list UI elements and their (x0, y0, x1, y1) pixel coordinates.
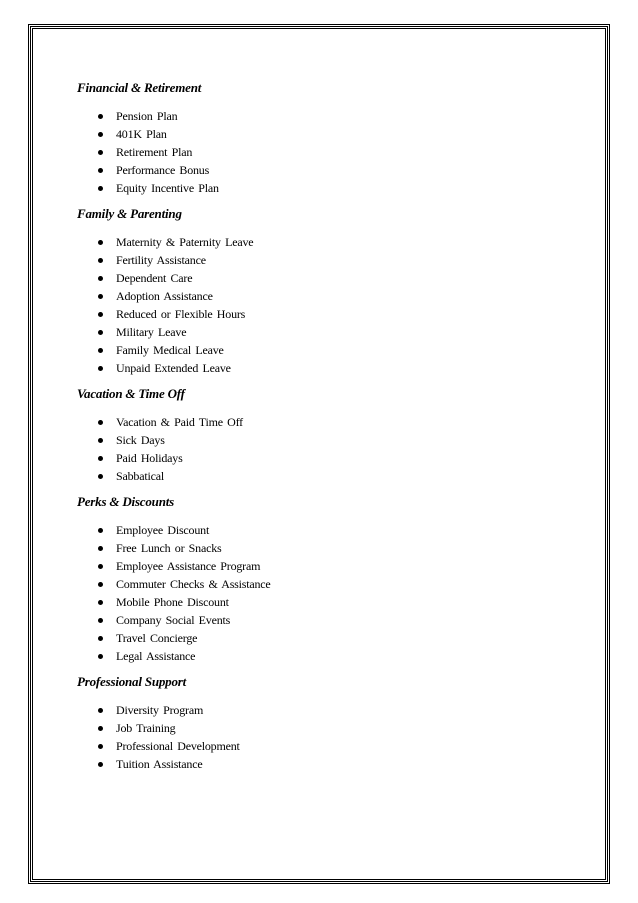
section-financial-retirement (77, 80, 577, 197)
section-heading: Family & Parenting (77, 206, 182, 221)
list-item (77, 233, 577, 251)
bullet-icon (98, 366, 103, 371)
list-item-label: Mobile Phone Discount (116, 595, 229, 609)
list-item (77, 359, 577, 377)
section-heading: Professional Support (77, 674, 187, 689)
section-family-parenting (77, 206, 577, 377)
bullet-icon (98, 276, 103, 281)
list-item (77, 341, 577, 359)
list-item (77, 323, 577, 341)
benefit-list (77, 521, 577, 665)
list-item-label: Retirement Plan (116, 145, 193, 159)
list-item (77, 269, 577, 287)
list-item (77, 125, 577, 143)
list-item-label: Maternity & Paternity Leave (116, 235, 254, 249)
list-item-label: Tuition Assistance (116, 757, 203, 771)
list-item-label: Fertility Assistance (116, 253, 206, 267)
list-item (77, 629, 577, 647)
list-item-label: Employee Assistance Program (116, 559, 261, 573)
section-perks-discounts (77, 494, 577, 665)
bullet-icon (98, 240, 103, 245)
bullet-icon (98, 762, 103, 767)
list-item-label: Family Medical Leave (116, 343, 224, 357)
bullet-icon (98, 654, 103, 659)
list-item (77, 143, 577, 161)
list-item-label: Paid Holidays (116, 451, 183, 465)
bullet-icon (98, 636, 103, 641)
list-item (77, 755, 577, 773)
bullet-icon (98, 150, 103, 155)
bullet-icon (98, 420, 103, 425)
benefit-list (77, 413, 577, 485)
list-item (77, 611, 577, 629)
bullet-icon (98, 708, 103, 713)
benefit-list (77, 107, 577, 197)
bullet-icon (98, 744, 103, 749)
list-item-label: Dependent Care (116, 271, 193, 285)
list-item (77, 287, 577, 305)
bullet-icon (98, 528, 103, 533)
bullet-icon (98, 258, 103, 263)
list-item-label: Diversity Program (116, 703, 204, 717)
list-item-label: Adoption Assistance (116, 289, 213, 303)
bullet-icon (98, 438, 103, 443)
section-heading: Perks & Discounts (77, 494, 175, 509)
list-item-label: Vacation & Paid Time Off (116, 415, 243, 429)
list-item (77, 179, 577, 197)
list-item-label: Unpaid Extended Leave (116, 361, 231, 375)
list-item (77, 593, 577, 611)
document-body (77, 80, 577, 773)
list-item (77, 251, 577, 269)
list-item (77, 305, 577, 323)
list-item (77, 575, 577, 593)
list-item-label: Employee Discount (116, 523, 210, 537)
list-item (77, 431, 577, 449)
list-item-label: Free Lunch or Snacks (116, 541, 222, 555)
list-item (77, 467, 577, 485)
list-item (77, 521, 577, 539)
list-item-label: Company Social Events (116, 613, 231, 627)
bullet-icon (98, 168, 103, 173)
list-item-label: Commuter Checks & Assistance (116, 577, 271, 591)
bullet-icon (98, 312, 103, 317)
bullet-icon (98, 546, 103, 551)
list-item (77, 647, 577, 665)
list-item-label: Reduced or Flexible Hours (116, 307, 246, 321)
list-item (77, 413, 577, 431)
list-item-label: Performance Bonus (116, 163, 210, 177)
list-item-label: Professional Development (116, 739, 240, 753)
bullet-icon (98, 582, 103, 587)
section-professional-support (77, 674, 577, 773)
list-item (77, 539, 577, 557)
bullet-icon (98, 600, 103, 605)
bullet-icon (98, 114, 103, 119)
bullet-icon (98, 474, 103, 479)
bullet-icon (98, 564, 103, 569)
list-item-label: Sick Days (116, 433, 165, 447)
list-item (77, 737, 577, 755)
bullet-icon (98, 330, 103, 335)
bullet-icon (98, 456, 103, 461)
list-item (77, 449, 577, 467)
section-heading: Financial & Retirement (77, 80, 202, 95)
list-item-label: Military Leave (116, 325, 187, 339)
benefit-list (77, 233, 577, 377)
section-vacation-time-off (77, 386, 577, 485)
list-item-label: Legal Assistance (116, 649, 196, 663)
list-item (77, 557, 577, 575)
list-item-label: 401K Plan (116, 127, 167, 141)
list-item (77, 107, 577, 125)
list-item-label: Job Training (116, 721, 176, 735)
list-item-label: Equity Incentive Plan (116, 181, 219, 195)
list-item-label: Pension Plan (116, 109, 178, 123)
bullet-icon (98, 186, 103, 191)
bullet-icon (98, 294, 103, 299)
list-item-label: Sabbatical (116, 469, 164, 483)
list-item (77, 161, 577, 179)
benefit-list (77, 701, 577, 773)
bullet-icon (98, 132, 103, 137)
list-item (77, 719, 577, 737)
section-heading: Vacation & Time Off (77, 386, 185, 401)
list-item (77, 701, 577, 719)
bullet-icon (98, 726, 103, 731)
bullet-icon (98, 618, 103, 623)
bullet-icon (98, 348, 103, 353)
list-item-label: Travel Concierge (116, 631, 198, 645)
